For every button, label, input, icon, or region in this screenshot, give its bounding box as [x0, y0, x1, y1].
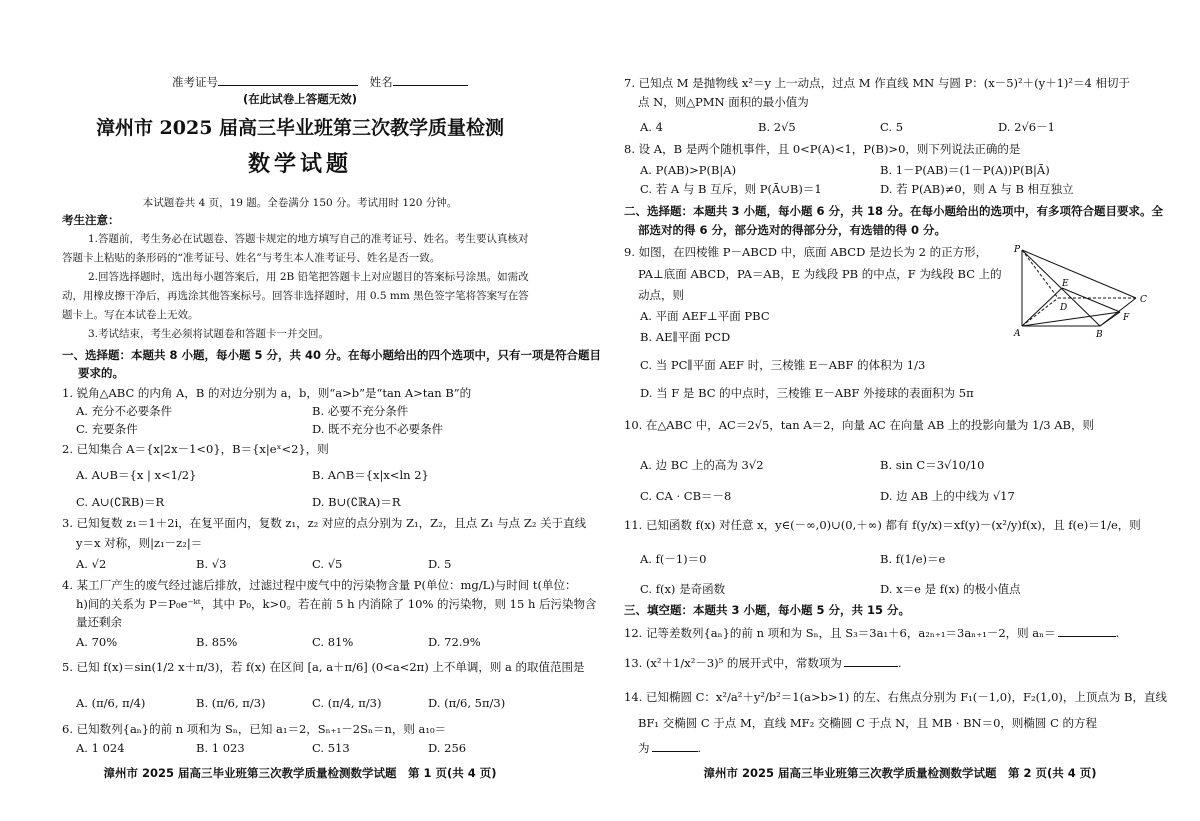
q12-stem: 12. 记等差数列{aₙ}的前 n 项和为 Sₙ，且 S₃＝3a₁＋6，a₂ₙ₊₁＝3aₙ₊₁－2，则 aₙ＝ . — [624, 626, 1120, 640]
q1-option-b: B. 必要不充分条件 — [312, 404, 409, 418]
ticket-blank — [218, 74, 358, 86]
attention-line: 3.考试结束，考生必须将试题卷和答题卡一并交回。 — [88, 328, 330, 340]
q3-option-d: D. 5 — [428, 557, 452, 571]
attention-line: 题卡上。写在本试卷上无效。 — [62, 309, 199, 321]
q6-option-c: C. 513 — [312, 741, 350, 755]
q12-text: 12. 记等差数列{aₙ}的前 n 项和为 Sₙ，且 S₃＝3a₁＋6，a₂ₙ₊₁＝3aₙ₊₁－2，则 aₙ＝ — [624, 626, 1056, 640]
subject-title: 数学试题 — [247, 151, 352, 177]
figure-label-p: P — [1014, 245, 1021, 255]
figure-label-e: E — [1062, 279, 1069, 289]
attention-line: 动，用橡皮擦干净后，再选涂其他答案标号。回答非选择题时，用 0.5 mm 黑色签字笔将答案写在答 — [62, 290, 529, 302]
attention-line: 答题卡上粘贴的条形码的“准考证号、姓名”与考生本人准考证号、姓名是否一致。 — [62, 252, 441, 264]
q3-option-b: B. √3 — [196, 557, 227, 571]
attention-line: 2.回答选择题时，选出每小题答案后，用 2B 铅笔把答题卡上对应题目的答案标号涂黑。如需改 — [88, 271, 529, 283]
q2-option-b: B. A∩B＝{x|x<ln 2} — [312, 468, 429, 482]
q3-stem: 3. 已知复数 z₁＝1＋2i，在复平面内，复数 z₁，z₂ 对应的点分别为 Z₁，Z₂，且点 Z₁ 与点 Z₂ 关于直线 — [62, 516, 587, 530]
q7-option-a: A. 4 — [640, 120, 663, 134]
q2-stem: 2. 已知集合 A＝{x|2x－1<0}，B＝{x|eˣ<2}，则 — [62, 442, 329, 456]
q7-option-c: C. 5 — [880, 120, 904, 134]
q4-stem-cont: h)间的关系为 P＝P₀e⁻ᵏᵗ，其中 P₀，k>0。若在前 5 h 内消除了 10% 的污染物，则 15 h 后污染物含 — [76, 597, 597, 611]
q5-option-b: B. (π/6, π/3) — [196, 696, 266, 710]
q4-stem-cont: 量还剩余 — [76, 615, 122, 629]
q6-option-d: D. 256 — [428, 741, 467, 755]
q14-answer-blank[interactable] — [652, 740, 698, 752]
q3-stem-cont: y＝x 对称，则|z₁－z₂|＝ — [76, 536, 203, 550]
q2-option-a: A. A∪B＝{x | x<1/2} — [76, 468, 197, 482]
q4-option-c: C. 81% — [312, 635, 354, 649]
q14-stem-cont: BF₁ 交椭圆 C 于点 M，直线 MF₂ 交椭圆 C 于点 N，且 MB · BN＝0，则椭圆 C 的方程 — [638, 716, 1098, 730]
page-footer: 漳州市 2025 届高三毕业班第三次教学质量检测数学试题 第 2 页(共 4 页) — [703, 766, 1097, 780]
q10-option-c: C. CA · CB＝－8 — [640, 489, 732, 503]
q7-option-d: D. 2√6－1 — [998, 120, 1055, 134]
header-fields — [172, 74, 468, 90]
q1-option-a: A. 充分不必要条件 — [76, 404, 173, 418]
figure-label-d: D — [1060, 303, 1068, 313]
q8-option-d: D. 若 P(AB)≠0，则 A 与 B 相互独立 — [880, 182, 1074, 196]
q10-stem: 10. 在△ABC 中，AC＝2√5，tan A＝2，向量 AC 在向量 AB 上的投影向量为 1/3 AB，则 — [624, 418, 1094, 432]
q8-option-b: B. 1－P(AB)＝(1－P(A))P(B|Ā) — [880, 163, 1050, 177]
q5-option-d: D. (π/6, 5π/3) — [428, 696, 506, 710]
q11-option-b: B. f(1/e)＝e — [880, 552, 946, 566]
q11-option-c: C. f(x) 是奇函数 — [640, 582, 726, 596]
q4-option-a: A. 70% — [76, 635, 118, 649]
figure-label-f: F — [1123, 313, 1130, 323]
exam-title: 漳州市 2025 届高三毕业班第三次教学质量检测 — [95, 117, 505, 139]
q1-stem: 1. 锐角△ABC 的内角 A，B 的对边分别为 a，b，则“a>b”是“tan A>tan B”的 — [62, 386, 472, 400]
section-2-heading-cont: 部选对的得 6 分，部分选对的得部分分，有选错的得 0 分。 — [638, 223, 947, 237]
q5-option-c: C. (π/4, π/3) — [312, 696, 382, 710]
q6-option-b: B. 1 023 — [196, 741, 245, 755]
ticket-label: 准考证号 — [172, 75, 218, 89]
q11-stem: 11. 已知函数 f(x) 对任意 x，y∈(－∞,0)∪(0,＋∞) 都有 f(y/x)＝xf(y)－(x²/y)f(x)，且 f(e)＝1/e，则 — [624, 518, 1141, 532]
page-2 — [600, 0, 1200, 821]
q9-option-b: B. AE∥平面 PCD — [640, 330, 731, 344]
q4-stem: 4. 某工厂产生的废气经过滤后排放，过滤过程中废气中的污染物含量 P(单位：mg/L)与时间 t(单位： — [62, 578, 577, 592]
q7-stem: 7. 已知点 M 是抛物线 x²＝y 上一动点，过点 M 作直线 MN 与圆 P：(x－5)²＋(y＋1)²＝4 相切于 — [624, 76, 1130, 90]
q9-option-d: D. 当 F 是 BC 的中点时，三棱锥 E－ABF 外接球的表面积为 5π — [640, 386, 974, 400]
q9-stem-cont: PA⊥底面 ABCD，PA＝AB，E 为线段 PB 的中点，F 为线段 BC 上的 — [638, 267, 1002, 281]
section-3-heading: 三、填空题：本题共 3 小题，每小题 5 分，共 15 分。 — [624, 603, 911, 617]
q13-stem: 13. (x²＋1/x²－3)⁵ 的展开式中，常数项为 . — [624, 656, 902, 670]
pyramid-figure — [1012, 242, 1162, 340]
q1-option-d: D. 既不充分也不必要条件 — [312, 422, 444, 436]
q9-stem-cont: 动点，则 — [638, 288, 684, 302]
q9-option-c: C. 当 PC∥平面 AEF 时，三棱锥 E－ABF 的体积为 1/3 — [640, 358, 926, 372]
section-1-heading: 一、选择题：本题共 8 小题，每小题 5 分，共 40 分。在每小题给出的四个选项中，只有一项是符合题目 — [62, 348, 602, 362]
q10-option-a: A. 边 BC 上的高为 3√2 — [640, 458, 764, 472]
name-blank — [393, 74, 468, 86]
q9-stem: 9. 如图，在四棱锥 P－ABCD 中，底面 ABCD 是边长为 2 的正方形， — [624, 245, 988, 259]
q6-stem: 6. 已知数列{aₙ}的前 n 项和为 Sₙ，已知 a₁＝2，Sₙ₊₁－2Sₙ＝n，则 a₁₀＝ — [62, 722, 447, 736]
section-2-heading: 二、选择题：本题共 3 小题，每小题 6 分，共 18 分。在每小题给出的选项中，有多项符合题目要求。全 — [624, 204, 1164, 218]
q6-option-a: A. 1 024 — [76, 741, 125, 755]
q2-option-d: D. B∪(∁ℝA)＝R — [312, 495, 401, 509]
q13-text: 13. (x²＋1/x²－3)⁵ 的展开式中，常数项为 — [624, 656, 842, 670]
q11-option-a: A. f(－1)＝0 — [640, 552, 707, 566]
attention-title: 考生注意： — [62, 213, 120, 227]
q5-stem: 5. 已知 f(x)＝sin(1/2 x＋π/3)，若 f(x) 在区间 [a, a＋π/6] (0<a<2π) 上不单调，则 a 的取值范围是 — [62, 660, 585, 674]
section-1-heading-cont: 要求的。 — [78, 366, 124, 380]
q4-option-b: B. 85% — [196, 635, 238, 649]
q8-stem: 8. 设 A，B 是两个随机事件，且 0<P(A)<1，P(B)>0，则下列说法正确的是 — [624, 142, 1021, 156]
q11-option-d: D. x＝e 是 f(x) 的极小值点 — [880, 582, 1021, 596]
figure-label-b: B — [1096, 330, 1103, 340]
q1-option-c: C. 充要条件 — [76, 422, 138, 436]
q7-stem-cont: 点 N，则△PMN 面积的最小值为 — [638, 95, 809, 109]
figure-label-c: C — [1140, 295, 1147, 305]
intro-text: 本试题卷共 4 页，19 题。全卷满分 150 分。考试用时 120 分钟。 — [142, 197, 458, 209]
q14-stem-end: 为 . — [638, 741, 702, 755]
figure-label-a: A — [1014, 329, 1021, 339]
q14-text-end: 为 — [638, 741, 650, 755]
q12-answer-blank[interactable] — [1058, 625, 1116, 637]
page-footer: 漳州市 2025 届高三毕业班第三次教学质量检测数学试题 第 1 页(共 4 页) — [103, 766, 497, 780]
q3-option-a: A. √2 — [76, 557, 107, 571]
q8-option-a: A. P(AB)>P(B|A) — [640, 163, 737, 177]
q7-option-b: B. 2√5 — [758, 120, 796, 134]
answer-notice: (在此试卷上答题无效) — [242, 92, 357, 106]
q3-option-c: C. √5 — [312, 557, 343, 571]
name-label: 姓名 — [369, 75, 393, 89]
q10-option-b: B. sin C＝3√10/10 — [880, 458, 985, 472]
q2-option-c: C. A∪(∁ℝB)＝R — [76, 495, 165, 509]
q8-option-c: C. 若 A 与 B 互斥，则 P(Ā∪B)＝1 — [640, 182, 822, 196]
q9-option-a: A. 平面 AEF⊥平面 PBC — [640, 309, 770, 323]
q10-option-d: D. 边 AB 上的中线为 √17 — [880, 489, 1015, 503]
q13-answer-blank[interactable] — [844, 655, 898, 667]
q14-stem: 14. 已知椭圆 C：x²/a²＋y²/b²＝1(a>b>1) 的左、右焦点分别为 F₁(－1,0)，F₂(1,0)，上顶点为 B，直线 — [624, 690, 1168, 704]
attention-line: 1.答题前，考生务必在试题卷、答题卡规定的地方填写自己的准考证号、姓名。考生要认真核对 — [88, 233, 529, 245]
q5-option-a: A. (π/6, π/4) — [76, 696, 146, 710]
q4-option-d: D. 72.9% — [428, 635, 481, 649]
